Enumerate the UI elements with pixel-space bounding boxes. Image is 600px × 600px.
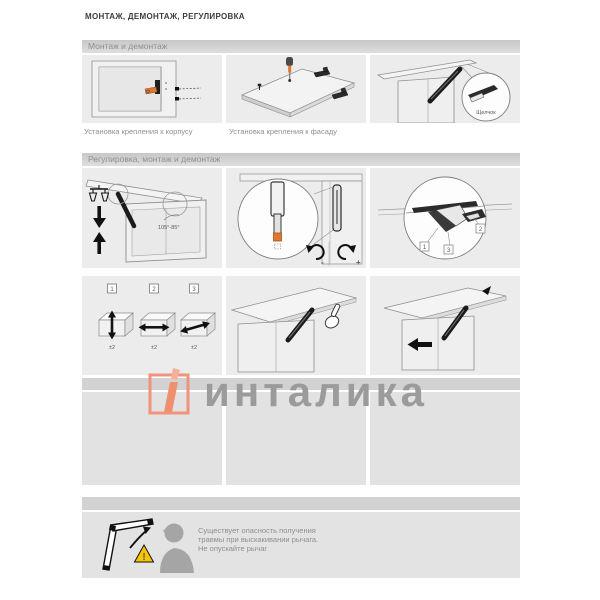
- warning-triangle-icon: [135, 545, 154, 563]
- illustration-mount-to-body: [82, 55, 222, 123]
- illustration-opening-angle: [82, 168, 222, 268]
- adjust-directions-drawing: [82, 276, 222, 375]
- illustration-arm-removal: [370, 276, 520, 375]
- angle-label: 105°-85°: [158, 225, 180, 231]
- tolerance-3: ±2: [190, 345, 198, 351]
- section-header-adjustment: [82, 153, 520, 166]
- watermark-text: инталика: [204, 368, 428, 415]
- adjustment-boxes: [99, 313, 215, 336]
- warning-panel: [82, 512, 520, 578]
- direction-tag-1: [108, 284, 117, 293]
- plus-label: +: [356, 258, 361, 267]
- svg-text:1: 1: [422, 245, 427, 251]
- svg-text:3: 3: [446, 248, 451, 254]
- arm-click-drawing: [370, 55, 520, 123]
- warning-line-1: Существует опасность получения: [198, 526, 316, 535]
- direction-tag-3: [190, 284, 199, 293]
- illustration-arm-click: [370, 55, 520, 123]
- warning-line-2: травмы при выскакивании рычага.: [198, 535, 319, 544]
- section-header-adjustment-label: Регулировка, монтаж и демонтаж: [88, 154, 221, 164]
- svg-text:!: !: [142, 552, 146, 563]
- facade-panel-drawing: [226, 55, 366, 123]
- illustration-force-adjustment: [226, 168, 366, 268]
- rotate-minus-icon: [306, 245, 324, 267]
- intalika-logo-icon: [147, 366, 193, 418]
- arm-removal-drawing: [370, 276, 520, 375]
- screws-icon: [175, 87, 201, 101]
- hinge-callouts-drawing: [370, 168, 520, 268]
- click-detail-circle: [462, 73, 510, 121]
- direction-tag-2: [150, 284, 159, 293]
- warning-line-3: Не опускайте рычаг: [198, 544, 268, 553]
- warning-illustration: [100, 517, 200, 573]
- opening-angle-drawing: [82, 168, 222, 268]
- click-label: Щелчок: [476, 110, 496, 116]
- adjustment-screw: [274, 233, 282, 241]
- divider-bar-bottom: [82, 497, 520, 510]
- section-header-assembly-label: Монтаж и демонтаж: [88, 41, 168, 51]
- caption-mount-facade: Установка крепления к фасаду: [229, 127, 337, 136]
- tolerance-1: ±2: [108, 345, 116, 351]
- watermark-logo: [147, 366, 428, 418]
- mechanism-detail-circle: [238, 179, 318, 259]
- illustration-release-facade: [226, 276, 366, 375]
- cabinet-bracket-drawing: [82, 55, 222, 123]
- release-facade-drawing: [226, 276, 366, 375]
- push-release-arrows-icon: [93, 206, 106, 254]
- caption-mount-body: Установка крепления к корпусу: [84, 127, 193, 136]
- illustration-adjust-directions: [82, 276, 222, 375]
- svg-text:2: 2: [478, 227, 483, 233]
- page-title: МОНТАЖ, ДЕМОНТАЖ, РЕГУЛИРОВКА: [85, 12, 245, 21]
- minus-label: -: [321, 258, 324, 267]
- svg-text:3: 3: [192, 287, 196, 293]
- illustration-mount-to-facade: [226, 55, 366, 123]
- section-header-assembly: [82, 40, 520, 53]
- svg-text:2: 2: [152, 287, 156, 293]
- warning-text: [198, 526, 318, 553]
- force-adjustment-drawing: [226, 168, 366, 268]
- tolerance-2: ±2: [150, 345, 158, 351]
- illustration-hinge-callouts: [370, 168, 520, 268]
- person-silhouette: [160, 524, 194, 574]
- svg-text:1: 1: [110, 287, 114, 293]
